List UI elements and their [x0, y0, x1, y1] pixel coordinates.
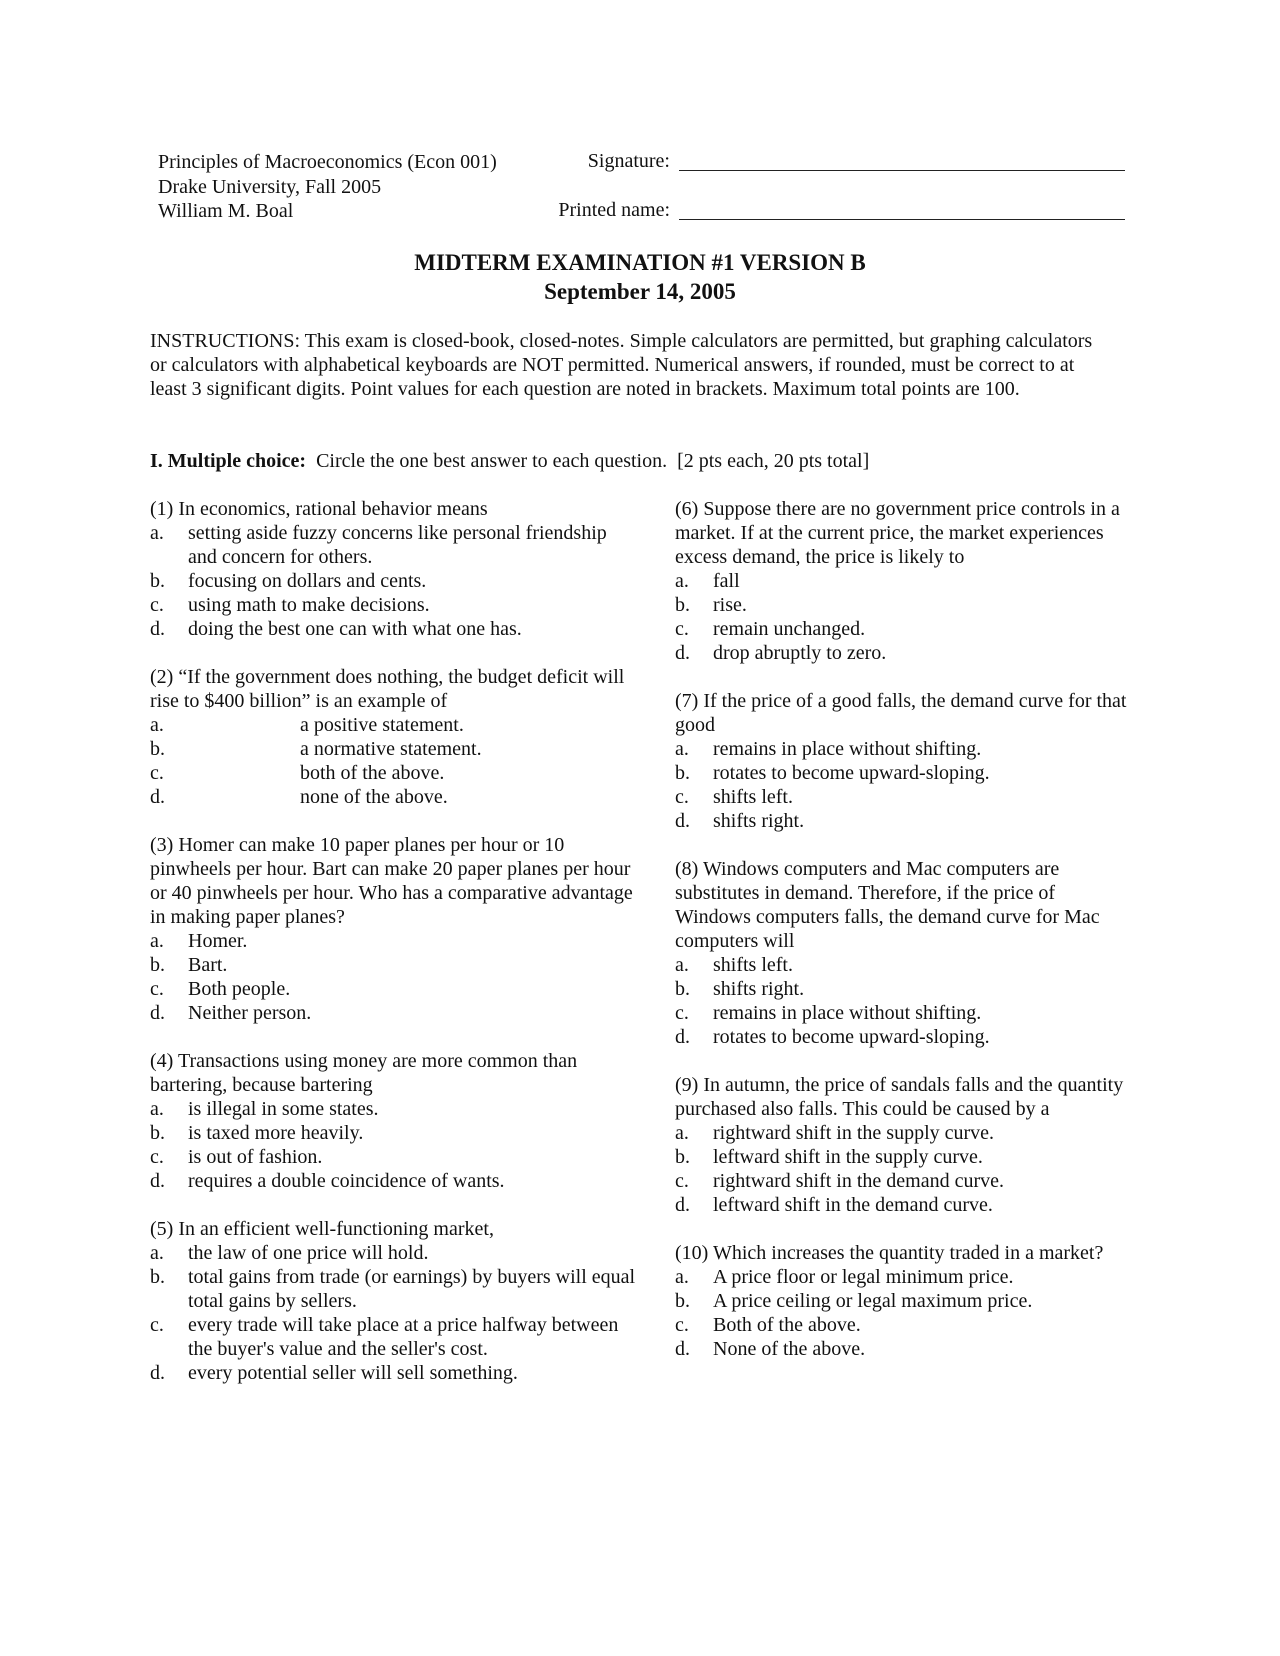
option-text: leftward shift in the demand curve. [713, 1194, 993, 1216]
instructions: INSTRUCTIONS: This exam is closed-book, closed-notes. Simple calculators are permitted, but graphing calculators or calculators with alphabetical keyboards are NOT permitted. Numerical answers, if rounded, must be correct to at least 3 significant digits. Point values for each question are noted in brackets. Maximum total points are 100. [150, 330, 1093, 400]
question-1 [150, 497, 640, 641]
option-letter: d. [675, 810, 690, 832]
option-text: shifts left. [713, 786, 793, 808]
option-text: is illegal in some states. [188, 1098, 379, 1120]
answer-option[interactable] [150, 1145, 640, 1169]
printed-name-label: Printed name: [558, 199, 670, 221]
option-text: remains in place without shifting. [713, 738, 982, 760]
answer-option[interactable] [150, 977, 640, 1001]
question-stem: (2) “If the government does nothing, the budget deficit will rise to $400 billion” is an example of [150, 666, 625, 712]
answer-option[interactable] [150, 1121, 640, 1145]
option-text: is taxed more heavily. [188, 1122, 364, 1144]
section-text: Circle the one best answer to each question. [2 pts each, 20 pts total] [306, 450, 870, 472]
section-heading [150, 450, 1110, 473]
section-title: I. Multiple choice: [150, 450, 307, 472]
option-letter: c. [675, 618, 689, 640]
option-letter: c. [150, 978, 164, 1000]
option-letter: b. [675, 594, 690, 616]
answer-option[interactable] [675, 617, 1135, 641]
option-letter: b. [150, 1266, 165, 1288]
option-text: A price ceiling or legal maximum price. [713, 1290, 1033, 1312]
answer-option[interactable] [675, 953, 1135, 977]
option-letter: a. [675, 954, 689, 976]
option-text: shifts right. [713, 810, 805, 832]
answer-option[interactable] [675, 809, 1135, 833]
option-text: requires a double coincidence of wants. [188, 1170, 505, 1192]
option-letter: d. [150, 1362, 165, 1384]
answer-option[interactable] [150, 1097, 640, 1121]
answer-option[interactable] [150, 593, 640, 617]
option-text: Neither person. [188, 1002, 312, 1024]
question-4 [150, 1049, 640, 1193]
option-letter: d. [675, 1026, 690, 1048]
exam-date: September 14, 2005 [544, 279, 736, 304]
answer-option[interactable] [675, 1025, 1135, 1049]
option-letter: a. [150, 930, 164, 952]
option-letter: a. [150, 714, 164, 736]
option-text: none of the above. [300, 786, 448, 808]
option-letter: d. [675, 642, 690, 664]
answer-option[interactable] [150, 1241, 640, 1265]
option-text: a normative statement. [300, 738, 482, 760]
questions-column-right [675, 497, 1135, 1385]
option-letter: d. [675, 1338, 690, 1360]
option-letter: d. [675, 1194, 690, 1216]
instructor-name: William M. Boal [158, 200, 294, 222]
option-text: setting aside fuzzy concerns like personal friendship and concern for others. [188, 522, 607, 568]
question-stem: (1) In economics, rational behavior means [150, 498, 488, 520]
answer-option[interactable] [150, 569, 640, 593]
option-text: remains in place without shifting. [713, 1002, 982, 1024]
option-text: every potential seller will sell something. [188, 1362, 518, 1384]
option-text: A price floor or legal minimum price. [713, 1266, 1014, 1288]
option-text: Homer. [188, 930, 248, 952]
option-text: doing the best one can with what one has. [188, 618, 522, 640]
question-10 [675, 1241, 1135, 1361]
signature-line[interactable] [679, 150, 1125, 171]
printed-name-line[interactable] [679, 199, 1125, 220]
option-text: a positive statement. [300, 714, 464, 736]
answer-option[interactable] [150, 713, 640, 737]
option-text: Both of the above. [713, 1314, 861, 1336]
answer-option[interactable] [675, 1145, 1135, 1169]
option-letter: d. [150, 1170, 165, 1192]
question-9 [675, 1073, 1135, 1217]
option-text: the law of one price will hold. [188, 1242, 429, 1264]
answer-option[interactable] [675, 977, 1135, 1001]
answer-option[interactable] [150, 1265, 640, 1313]
answer-option[interactable] [675, 1265, 1135, 1289]
question-stem: (6) Suppose there are no government price controls in a market. If at the current price, the market experiences excess demand, the price is likely to [675, 498, 1120, 568]
question-7 [675, 689, 1135, 833]
answer-option[interactable] [675, 569, 1135, 593]
option-letter: c. [150, 762, 164, 784]
option-letter: b. [675, 762, 690, 784]
option-letter: b. [675, 1146, 690, 1168]
option-letter: b. [150, 1122, 165, 1144]
answer-option[interactable] [150, 1313, 640, 1361]
question-8 [675, 857, 1135, 1049]
question-6 [675, 497, 1135, 665]
option-letter: c. [675, 1314, 689, 1336]
option-letter: a. [150, 1098, 164, 1120]
option-letter: a. [675, 1266, 689, 1288]
questions-column-left [150, 497, 640, 1409]
option-letter: a. [675, 738, 689, 760]
option-letter: c. [675, 1170, 689, 1192]
exam-title: MIDTERM EXAMINATION #1 VERSION B [414, 250, 866, 275]
option-text: rightward shift in the supply curve. [713, 1122, 995, 1144]
signature-label: Signature: [587, 150, 670, 172]
option-letter: c. [150, 1314, 164, 1336]
printed-name-row [500, 199, 1125, 222]
question-3 [150, 833, 640, 1025]
university-term: Drake University, Fall 2005 [158, 175, 382, 198]
answer-option[interactable] [675, 1313, 1135, 1337]
option-text: focusing on dollars and cents. [188, 570, 427, 592]
option-letter: c. [675, 786, 689, 808]
option-text: remain unchanged. [713, 618, 866, 640]
signature-row [500, 150, 1125, 173]
option-letter: c. [150, 1146, 164, 1168]
question-stem: (3) Homer can make 10 paper planes per hour or 10 pinwheels per hour. Bart can make 20 paper planes per hour or 40 pinwheels per hour. Who has a comparative advantage in making paper planes? [150, 834, 633, 928]
answer-option[interactable] [150, 521, 640, 569]
option-letter: d. [150, 618, 165, 640]
option-letter: d. [150, 786, 165, 808]
answer-option[interactable] [150, 1361, 640, 1385]
option-text: shifts right. [713, 978, 805, 1000]
option-letter: a. [675, 570, 689, 592]
answer-option[interactable] [675, 1169, 1135, 1193]
option-text: using math to make decisions. [188, 594, 430, 616]
answer-option[interactable] [150, 617, 640, 641]
option-letter: b. [150, 954, 165, 976]
answer-option[interactable] [675, 785, 1135, 809]
option-text: is out of fashion. [188, 1146, 323, 1168]
answer-option[interactable] [675, 761, 1135, 785]
question-stem: (4) Transactions using money are more common than bartering, because bartering [150, 1050, 578, 1096]
option-text: rise. [713, 594, 747, 616]
question-stem: (8) Windows computers and Mac computers are substitutes in demand. Therefore, if the price of Windows computers falls, the demand curve for Mac computers will [675, 858, 1100, 952]
answer-option[interactable] [150, 1169, 640, 1193]
option-letter: a. [675, 1122, 689, 1144]
option-text: Bart. [188, 954, 228, 976]
answer-option[interactable] [150, 953, 640, 977]
question-5 [150, 1217, 640, 1385]
option-letter: a. [150, 522, 164, 544]
option-letter: d. [150, 1002, 165, 1024]
option-text: both of the above. [300, 762, 445, 784]
option-letter: a. [150, 1242, 164, 1264]
question-stem: (9) In autumn, the price of sandals falls and the quantity purchased also falls. This could be caused by a [675, 1074, 1124, 1120]
option-text: Both people. [188, 978, 291, 1000]
question-2 [150, 665, 640, 809]
option-text: drop abruptly to zero. [713, 642, 887, 664]
option-letter: c. [150, 594, 164, 616]
course-name: Principles of Macroeconomics (Econ 001) [158, 151, 497, 173]
option-text: rotates to become upward-sloping. [713, 762, 990, 784]
option-text: rotates to become upward-sloping. [713, 1026, 990, 1048]
question-stem: (7) If the price of a good falls, the demand curve for that good [675, 690, 1127, 736]
option-letter: b. [675, 1290, 690, 1312]
answer-option[interactable] [675, 1001, 1135, 1025]
option-text: fall [713, 570, 740, 592]
option-text: rightward shift in the demand curve. [713, 1170, 1005, 1192]
option-text: None of the above. [713, 1338, 866, 1360]
option-text: leftward shift in the supply curve. [713, 1146, 983, 1168]
option-letter: b. [150, 570, 165, 592]
answer-option[interactable] [675, 593, 1135, 617]
answer-option[interactable] [150, 929, 640, 953]
answer-option[interactable] [675, 1193, 1135, 1217]
answer-option[interactable] [150, 737, 640, 761]
answer-option[interactable] [675, 641, 1135, 665]
answer-option[interactable] [675, 1289, 1135, 1313]
option-text: shifts left. [713, 954, 793, 976]
answer-option[interactable] [675, 1121, 1135, 1145]
option-letter: c. [675, 1002, 689, 1024]
answer-option[interactable] [150, 785, 640, 809]
question-stem: (5) In an efficient well-functioning market, [150, 1218, 494, 1240]
course-header [158, 150, 497, 224]
answer-option[interactable] [150, 1001, 640, 1025]
answer-option[interactable] [675, 1337, 1135, 1361]
option-text: every trade will take place at a price halfway between the buyer's value and the seller's cost. [188, 1314, 619, 1360]
option-letter: b. [150, 738, 165, 760]
option-text: total gains from trade (or earnings) by buyers will equal total gains by sellers. [188, 1266, 636, 1312]
question-stem: (10) Which increases the quantity traded in a market? [675, 1242, 1104, 1264]
option-letter: b. [675, 978, 690, 1000]
answer-option[interactable] [675, 737, 1135, 761]
answer-option[interactable] [150, 761, 640, 785]
